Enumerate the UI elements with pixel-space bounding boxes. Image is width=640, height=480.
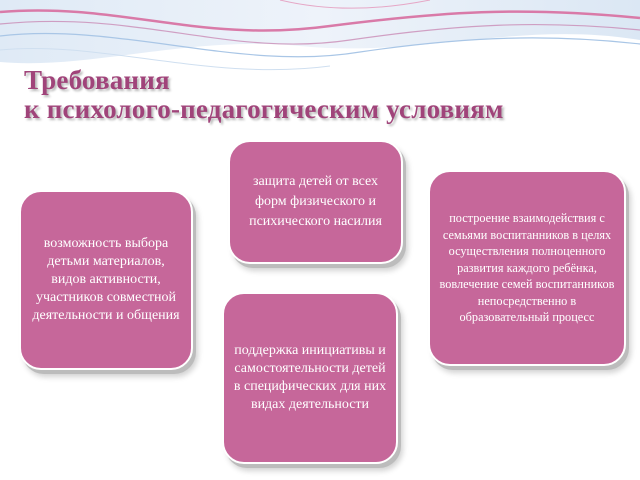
- card-text: построение взаимодействия с семьями воспитанников в целях осуществления полноценного развития каждого ребёнка, вовлечение семей воспитанников непосредственно в образовательный процесс: [439, 211, 615, 325]
- slide-title: [24, 66, 504, 124]
- card-family-interaction: [428, 170, 626, 366]
- card-text: возможность выбора детьми материалов, видов активности, участников совместной деятельности и общения: [32, 236, 180, 323]
- title-line-1: Требования: [24, 65, 170, 95]
- card-choice-of-materials: [19, 190, 193, 370]
- card-text: поддержка инициативы и самостоятельности детей в специфических для них видах деятельности: [233, 343, 387, 412]
- title-line-2: к психолого-педагогическим условиям: [24, 94, 504, 124]
- card-protection-from-violence: [228, 140, 403, 264]
- card-text: защита детей от всех форм физического и психического насилия: [249, 174, 382, 229]
- card-initiative-support: [222, 292, 398, 464]
